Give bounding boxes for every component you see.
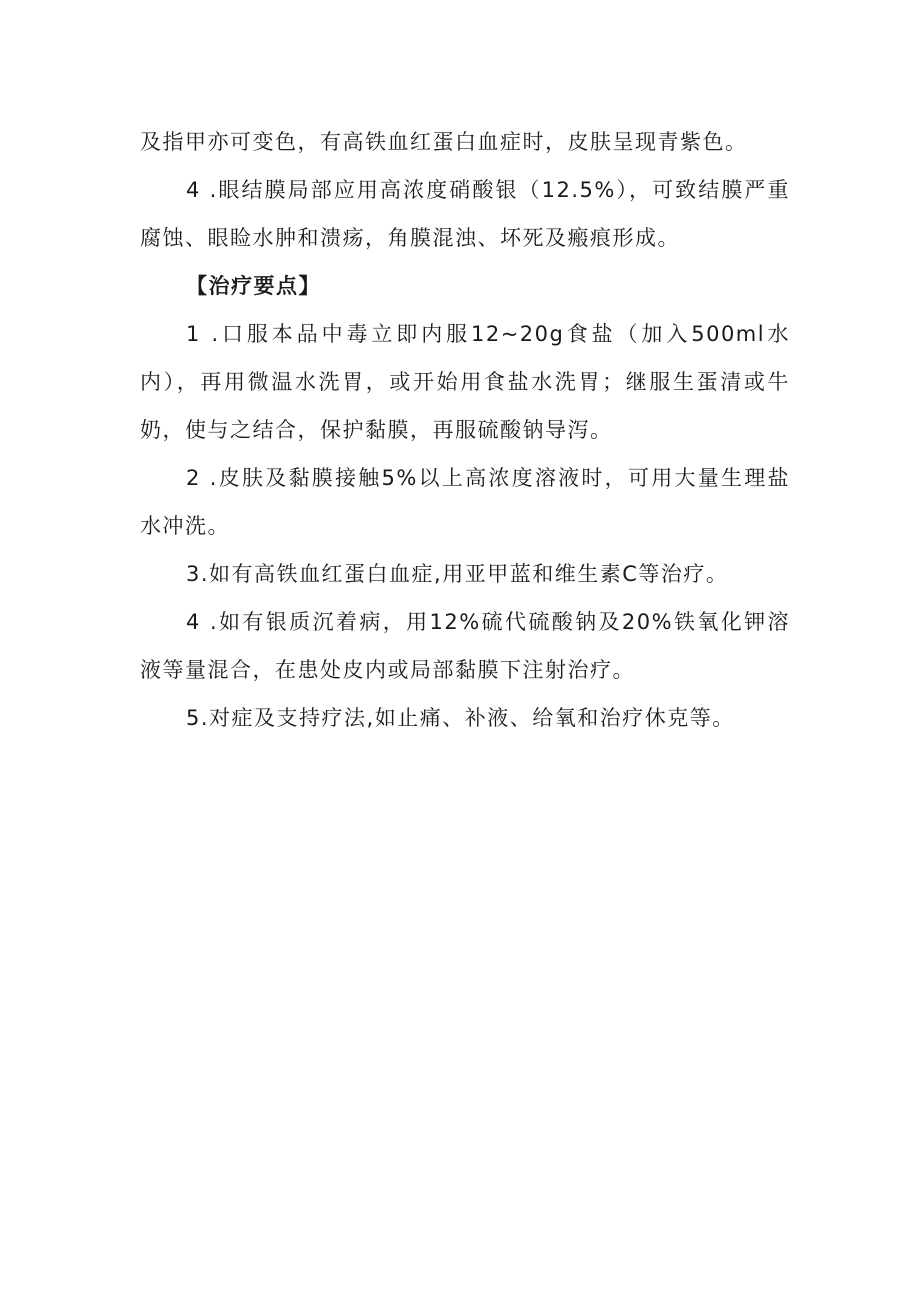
- item-number: 4: [186, 610, 201, 634]
- treatment-item-3: [140, 550, 790, 598]
- item-number: 1: [186, 322, 201, 346]
- treatment-item-1: [140, 310, 790, 454]
- item-number: 2: [186, 466, 201, 490]
- paragraph-text: .如有银质沉着病，用12%硫代硫酸钠及20%铁氧化钾溶液等量混合，在患处皮内或局部黏膜下注射治疗。: [140, 610, 790, 682]
- document-body: [140, 118, 790, 742]
- item-number: 3: [186, 562, 201, 586]
- paragraph-text: 及指甲亦可变色，有高铁血红蛋白血症时，皮肤呈现青紫色。: [140, 130, 748, 154]
- item-number: 5: [186, 706, 201, 730]
- paragraph-text: .口服本品中毒立即内服12~20g食盐（加入500ml水内），再用微温水洗胃，或开始用食盐水洗胃；继服生蛋清或牛奶，使与之结合，保护黏膜，再服硫酸钠导泻。: [140, 322, 790, 442]
- paragraph-continuation: [140, 118, 790, 166]
- treatment-item-5: [140, 694, 790, 742]
- paragraph-text: .对症及支持疗法,如止痛、补液、给氧和治疗休克等。: [200, 706, 735, 730]
- paragraph-text: .眼结膜局部应用高浓度硝酸银（12.5%），可致结膜严重腐蚀、眼睑水肿和溃疡，角膜混浊、坏死及瘢痕形成。: [140, 178, 790, 250]
- paragraph-text: .如有高铁血红蛋白血症,用亚甲蓝和维生素C等治疗。: [200, 562, 729, 586]
- treatment-item-2: [140, 454, 790, 550]
- paragraph-item-4-symptom: [140, 166, 790, 262]
- section-heading: 【治疗要点】: [186, 274, 321, 298]
- treatment-item-4: [140, 598, 790, 694]
- item-number: 4: [186, 178, 201, 202]
- paragraph-text: .皮肤及黏膜接触5%以上高浓度溶液时，可用大量生理盐水冲洗。: [140, 466, 790, 538]
